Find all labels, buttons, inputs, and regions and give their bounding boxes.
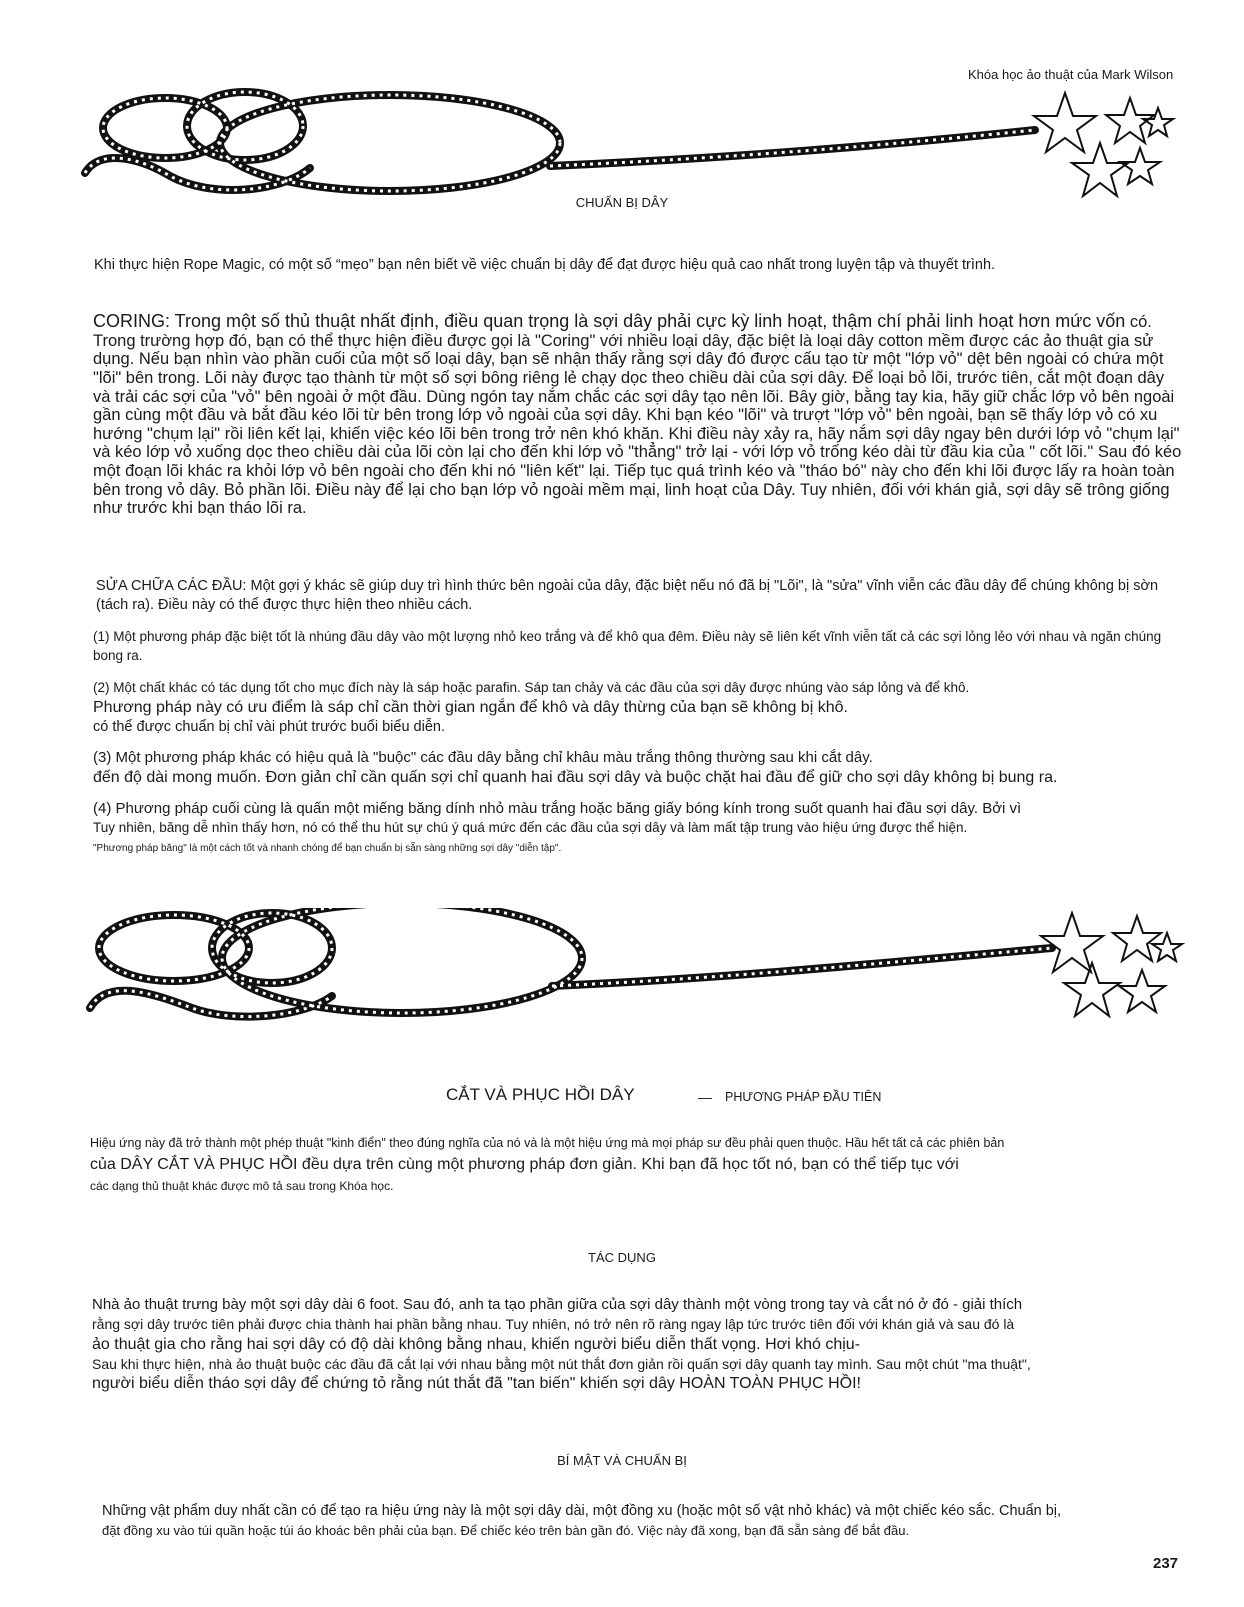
method-4-line-1: (4) Phương pháp cuối cùng là quấn một miếng băng dính nhỏ màu trắng hoặc băng giấy bóng kính trong suốt quanh hai đầu sợi dây. Bởi vì: [93, 800, 1022, 817]
rope-stars-illustration-2: [82, 908, 1197, 1038]
effect-line-2: rằng sợi dây trước tiên phải được chia thành hai phần bằng nhau. Tuy nhiên, nó trở nên rõ ràng ngay lập tức trước tiên đối với khán giả và sau đó là: [92, 1315, 1015, 1332]
method-4-line-2: Tuy nhiên, băng dễ nhìn thấy hơn, nó có thể thu hút sự chú ý quá mức đến các đầu của sợi dây và làm mất tập trung vào hiệu ứng được thể hiện.: [93, 819, 968, 835]
section-subtitle-method: PHƯƠNG PHÁP ĐẦU TIÊN: [725, 1090, 882, 1104]
method-3-line-2: đến độ dài mong muốn. Đơn giản chỉ cần quấn sợi chỉ quanh hai đầu sợi dây và buộc chặt hai đầu để giữ cho sợi dây không bị bung ra.: [93, 768, 1058, 786]
coring-body: có. Trong trường hợp đó, bạn có thể thực hiện điều được gọi là "Coring" với nhiều loại dây, đặc biệt là loại dây cotton mềm được các ảo thuật gia sử dụng. Nếu bạn nhìn vào phần cuối của một số loại dây, bạn sẽ nhận thấy rằng sợi dây đó được cấu tạo từ một "lớp vỏ" dệt bên ngoài có chứa một "lõi" bên trong. Lõi này được tạo thành từ một số sợi bông riêng lẻ chạy dọc theo chiều dài của sợi dây. Để loại bỏ lõi, trước tiên, cắt một đoạn dây và trải các sợi của "vỏ" bên ngoài ở một đầu. Dùng ngón tay nắm chắc các sợi dây tạo nên lõi. Bây giờ, bằng tay kia, hãy giữ chắc lớp vỏ bên ngoài gần cùng một đầu và bắt đầu kéo lõi từ bên trong lớp vỏ ngoài của sợi dây. Khi bạn kéo "lõi" và trượt "lớp vỏ" bên ngoài, bạn sẽ thấy lớp vỏ có xu hướng "chụm lại" rồi liên kết lại, khiến việc kéo lõi bên trong trở nên khó khăn. Khi điều này xảy ra, hãy nắm sợi dây ngay bên dưới lớp vỏ "chụm lại" và kéo lớp vỏ xuống dọc theo chiều dài của lõi còn lại cho đến khi lớp vỏ "thẳng" trở lại - với lớp vỏ trống kéo dài từ đầu kia của " cốt lõi." Sau đó kéo một đoạn lõi khác ra khỏi lớp vỏ bên ngoài cho đến khi nó "liên kết" lại. Tiếp tục quá trình kéo và "tháo bó" này cho đến khi lõi được lấy ra hoàn toàn bên trong vỏ dây. Bỏ phần lõi. Điều này để lại cho bạn lớp vỏ ngoài mềm mại, linh hoạt của Dây. Tuy nhiên, đối với khán giả, sợi dây sẽ trông giống như trước khi bạn tháo lõi ra.: [93, 313, 1182, 518]
method-3-line-1: (3) Một phương pháp khác có hiệu quả là "buộc" các đầu dây bằng chỉ khâu màu trắng thông thường sau khi cắt dây.: [93, 749, 873, 766]
method-4-note: "Phương pháp băng" là một cách tốt và nhanh chóng để bạn chuẩn bị sẵn sàng những sợi dây "diễn tập".: [93, 843, 562, 854]
effect-intro-paragraph: [90, 1134, 1200, 1195]
section-title-cut-restore: CẮT VÀ PHỤC HỒI DÂY: [446, 1085, 635, 1104]
secret-heading: BÍ MẬT VÀ CHUẨN BỊ: [557, 1453, 687, 1468]
effect-line-4: Sau khi thực hiện, nhà ảo thuật buộc các đầu đã cắt lại với nhau bằng một nút thắt đơn giản rồi quấn sợi dây quanh tay mình. Sau một chút "ma thuật",: [92, 1355, 1031, 1372]
effect-line-1: Nhà ảo thuật trưng bày một sợi dây dài 6 foot. Sau đó, anh ta tạo phần giữa của sợi dây thành một vòng trong tay và cắt nó ở đó - giải thích: [92, 1296, 1023, 1313]
method-3-paragraph: [93, 748, 1203, 788]
method-2-paragraph: [93, 679, 1193, 737]
section-title-prepare-rope: CHUẨN BỊ DÂY: [575, 195, 669, 210]
effect-intro-line-2: của DÂY CẮT VÀ PHỤC HỒI đều dựa trên cùng một phương pháp đơn giản. Khi bạn đã học tốt nó, bạn có thể tiếp tục với: [90, 1155, 959, 1173]
method-1-paragraph: (1) Một phương pháp đặc biệt tốt là nhúng đầu dây vào một lượng nhỏ keo trắng và để khô qua đêm. Điều này sẽ liên kết vĩnh viễn tất cả các sợi lỏng lẻo với nhau và ngăn chúng bong ra.: [93, 629, 1162, 663]
fix-ends-paragraph: SỬA CHỮA CÁC ĐẦU: Một gợi ý khác sẽ giúp duy trì hình thức bên ngoài của dây, đặc biệt nếu nó đã bị "Lõi", là "sửa" vĩnh viễn các đầu dây để chúng không bị sờn (tách ra). Điều này có thể được thực hiện theo nhiều cách.: [96, 578, 1159, 613]
method-2-line-3: có thể được chuẩn bị chỉ vài phút trước buổi biểu diễn.: [93, 718, 445, 735]
method-4-paragraph: [93, 799, 1203, 836]
intro-paragraph: Khi thực hiện Rope Magic, có một số “mẹo” bạn nên biết về việc chuẩn bị dây để đạt được hiệu quả cao nhất trong luyện tập và thuyết trình.: [94, 257, 996, 273]
effect-paragraph: [92, 1295, 1202, 1395]
coring-first-line: CORING: Trong một số thủ thuật nhất định, điều quan trọng là sợi dây phải cực kỳ linh hoạt, thậm chí phải linh hoạt hơn mức vốn: [93, 311, 1126, 331]
page-number: 237: [1153, 1555, 1179, 1572]
secret-line-1: Những vật phẩm duy nhất cần có để tạo ra hiệu ứng này là một sợi dây dài, một đồng xu (hoặc một số vật nhỏ khác) và một chiếc kéo sắc. Chuẩn bị,: [102, 1503, 1062, 1519]
method-2-line-2: Phương pháp này có ưu điểm là sáp chỉ cần thời gian ngắn để khô và dây thừng của bạn sẽ không bị khô.: [93, 698, 848, 716]
method-2-line-1: (2) Một chất khác có tác dụng tốt cho mục đích này là sáp hoặc parafin. Sáp tan chảy và các đầu của sợi dây được nhúng vào sáp lỏng và để khô.: [93, 680, 970, 695]
effect-line-3: ảo thuật gia cho rằng hai sợi dây có độ dài không bằng nhau, khiến người biểu diễn thất vọng. Hơi khó chịu-: [92, 1335, 861, 1353]
header-credit: Khóa học ảo thuật của Mark Wilson: [968, 67, 1174, 82]
title-dash: —: [698, 1089, 712, 1105]
secret-line-2: đặt đồng xu vào túi quần hoặc túi áo khoác bên phải của bạn. Để chiếc kéo trên bàn gần đó. Việc này đã xong, bạn đã sẵn sàng để bắt đầu.: [102, 1522, 910, 1538]
effect-intro-line-1: Hiệu ứng này đã trở thành một phép thuật "kinh điển" theo đúng nghĩa của nó và là một hiệu ứng mà mọi pháp sư đều phải quen thuộc. Hầu hết tất cả các phiên bản: [90, 1136, 1005, 1150]
effect-intro-line-3: các dạng thủ thuật khác được mô tả sau trong Khóa học.: [90, 1178, 394, 1193]
effect-heading: TÁC DỤNG: [588, 1250, 656, 1265]
rope-banner-illustration-2: [82, 908, 1197, 1038]
effect-line-5: người biểu diễn tháo sợi dây để chứng tỏ rằng nút thắt đã "tan biến" khiến sợi dây HOÀN TOÀN PHỤC HỒI!: [92, 1375, 861, 1393]
secret-paragraph: [102, 1502, 1192, 1539]
coring-paragraph: [93, 311, 1183, 518]
